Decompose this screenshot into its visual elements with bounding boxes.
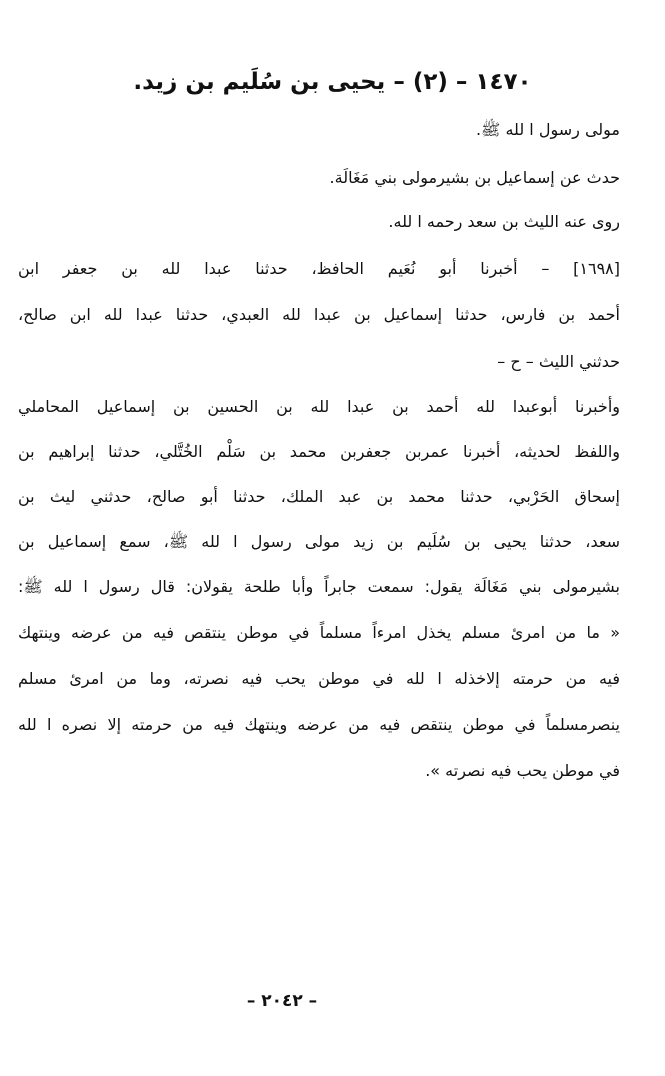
text-line: [١٦٩٨] – أخبرنا أبو نُعَيم الحافظ، حدثنا عبدا لله بن جعفر ابن bbox=[18, 259, 620, 278]
entry-heading: ١٤٧٠ – (٢) – يحيى بن سُلَيم بن زيد. bbox=[133, 69, 532, 95]
text-line: بشيرمولى بني مَغَالَة يقول: سمعت جابراً وأبا طلحة يقولان: قال رسول ا لله ﷺ: bbox=[18, 577, 620, 596]
text-line: فيه من حرمته إلاخذله ا لله في موطن يحب فيه نصرته، وما من امرئ مسلم bbox=[18, 669, 620, 688]
text-line: حدث عن إسماعيل بن بشيرمولى بني مَغَالَة. bbox=[329, 168, 620, 187]
text-line: روى عنه الليث بن سعد رحمه ا لله. bbox=[388, 212, 620, 231]
text-line: « ما من امرئ مسلم يخذل امرءاً مسلماً في موطن ينتقص فيه من عرضه وينتهك bbox=[18, 623, 620, 642]
text-line: إسحاق الحَرْبي، حدثنا محمد بن عبد الملك، حدثنا أبو صالح، حدثني ليث بن bbox=[18, 487, 620, 506]
page-number: – ٢٠٤٢ – bbox=[246, 991, 318, 1011]
text-line: واللفظ لحديثه، أخبرنا عمربن جعفربن محمد بن سَلْم الخُتَّلي، حدثنا إبراهيم بن bbox=[18, 442, 620, 461]
text-line: في موطن يحب فيه نصرته ». bbox=[425, 761, 620, 780]
text-line: مولى رسول ا لله ﷺ. bbox=[475, 120, 620, 139]
text-line: حدثني الليث – ح – bbox=[497, 352, 620, 371]
text-line: وأخبرنا أبوعبدا لله أحمد بن عبدا لله بن الحسين بن إسماعيل المحاملي bbox=[18, 397, 620, 416]
text-line: أحمد بن فارس، حدثنا إسماعيل بن عبدا لله العبدي، حدثنا عبدا لله ابن صالح، bbox=[18, 305, 620, 324]
text-line: سعد، حدثنا يحيى بن سُلَيم بن زيد مولى رسول ا لله ﷺ، سمع إسماعيل بن bbox=[18, 532, 620, 551]
text-line: ينصرمسلماً في موطن ينتقص فيه من عرضه وينتهك فيه من حرمته إلا نصره ا لله bbox=[18, 715, 620, 734]
